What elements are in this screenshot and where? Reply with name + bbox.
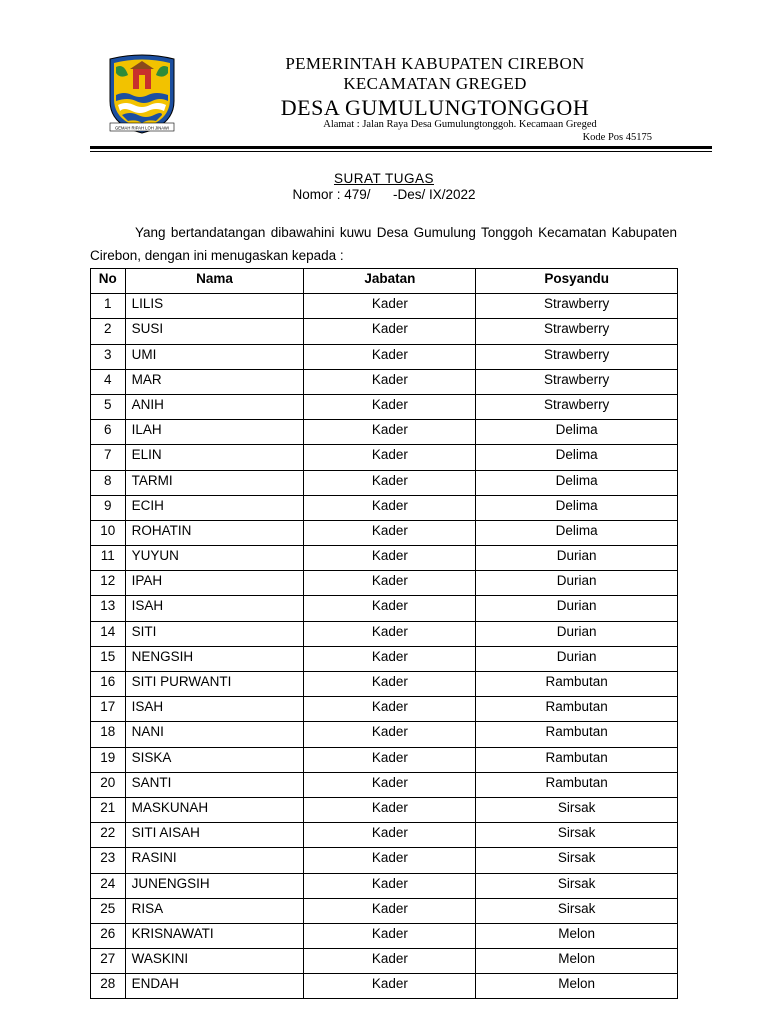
row-nama: SUSI: [125, 319, 304, 344]
row-jabatan: Kader: [304, 394, 476, 419]
row-posyandu: Rambutan: [476, 697, 678, 722]
row-posyandu: Rambutan: [476, 747, 678, 772]
row-nama: ISAH: [125, 697, 304, 722]
row-posyandu: Strawberry: [476, 344, 678, 369]
row-nama: SISKA: [125, 747, 304, 772]
row-posyandu: Sirsak: [476, 823, 678, 848]
row-nama: SANTI: [125, 772, 304, 797]
row-posyandu: Delima: [476, 420, 678, 445]
table-row: [91, 571, 678, 596]
row-jabatan: Kader: [304, 596, 476, 621]
row-number: 22: [91, 823, 126, 848]
table-row: [91, 772, 678, 797]
table-row: [91, 722, 678, 747]
row-nama: RISA: [125, 898, 304, 923]
row-number: 6: [91, 420, 126, 445]
table-row: [91, 369, 678, 394]
row-posyandu: Sirsak: [476, 797, 678, 822]
table-row: [91, 470, 678, 495]
row-number: 10: [91, 520, 126, 545]
row-jabatan: Kader: [304, 949, 476, 974]
row-nama: KRISNAWATI: [125, 923, 304, 948]
row-number: 17: [91, 697, 126, 722]
table-row: [91, 672, 678, 697]
row-number: 14: [91, 621, 126, 646]
row-jabatan: Kader: [304, 621, 476, 646]
row-posyandu: Delima: [476, 520, 678, 545]
regency-emblem-logo: [106, 53, 178, 135]
row-posyandu: Delima: [476, 445, 678, 470]
address-line: Alamat : Jalan Raya Desa Gumulungtonggoh. Kecamaan Greged: [323, 119, 597, 130]
row-posyandu: Melon: [476, 949, 678, 974]
table-row: [91, 697, 678, 722]
row-posyandu: Delima: [476, 495, 678, 520]
row-nama: LILIS: [125, 294, 304, 319]
row-nama: SITI: [125, 621, 304, 646]
postal-code-line: Kode Pos 45175: [582, 132, 652, 143]
table-row: [91, 974, 678, 999]
row-posyandu: Durian: [476, 646, 678, 671]
row-jabatan: Kader: [304, 571, 476, 596]
row-posyandu: Sirsak: [476, 898, 678, 923]
row-jabatan: Kader: [304, 722, 476, 747]
row-number: 9: [91, 495, 126, 520]
table-row: [91, 344, 678, 369]
row-nama: YUYUN: [125, 546, 304, 571]
row-number: 2: [91, 319, 126, 344]
row-jabatan: Kader: [304, 646, 476, 671]
row-nama: NENGSIH: [125, 646, 304, 671]
government-line: PEMERINTAH KABUPATEN CIREBON: [285, 54, 585, 73]
row-posyandu: Strawberry: [476, 394, 678, 419]
row-posyandu: Durian: [476, 596, 678, 621]
row-nama: WASKINI: [125, 949, 304, 974]
table-row: [91, 546, 678, 571]
table-row: [91, 848, 678, 873]
row-number: 13: [91, 596, 126, 621]
row-jabatan: Kader: [304, 974, 476, 999]
header-nama: Nama: [125, 269, 304, 294]
row-jabatan: Kader: [304, 470, 476, 495]
table-row: [91, 923, 678, 948]
document-title: SURAT TUGAS: [333, 171, 435, 186]
table-row: [91, 646, 678, 671]
row-posyandu: Melon: [476, 974, 678, 999]
table-row: [91, 823, 678, 848]
table-row: [91, 873, 678, 898]
row-jabatan: Kader: [304, 344, 476, 369]
table-row: [91, 495, 678, 520]
letterhead-heading: [190, 54, 680, 122]
header-no: No: [91, 269, 126, 294]
row-posyandu: Durian: [476, 546, 678, 571]
assignment-table: [90, 268, 678, 999]
row-nama: TARMI: [125, 470, 304, 495]
row-jabatan: Kader: [304, 369, 476, 394]
table-row: [91, 520, 678, 545]
row-posyandu: Rambutan: [476, 772, 678, 797]
row-jabatan: Kader: [304, 923, 476, 948]
row-number: 1: [91, 294, 126, 319]
row-number: 27: [91, 949, 126, 974]
row-jabatan: Kader: [304, 520, 476, 545]
row-nama: RASINI: [125, 848, 304, 873]
row-number: 28: [91, 974, 126, 999]
table-row: [91, 394, 678, 419]
table-row: [91, 949, 678, 974]
table-header-row: [91, 269, 678, 294]
row-posyandu: Durian: [476, 621, 678, 646]
row-number: 7: [91, 445, 126, 470]
district-line: KECAMATAN GREGED: [343, 74, 527, 93]
row-jabatan: Kader: [304, 546, 476, 571]
row-nama: ROHATIN: [125, 520, 304, 545]
row-nama: NANI: [125, 722, 304, 747]
row-posyandu: Rambutan: [476, 722, 678, 747]
row-number: 26: [91, 923, 126, 948]
row-jabatan: Kader: [304, 319, 476, 344]
row-jabatan: Kader: [304, 772, 476, 797]
row-number: 25: [91, 898, 126, 923]
intro-paragraph: Yang bertandatangan dibawahini kuwu Desa Gumulung Tonggoh Kecamatan Kabupaten Cirebon, dengan ini menugaskan kepada :: [90, 225, 677, 263]
row-nama: SITI AISAH: [125, 823, 304, 848]
row-posyandu: Sirsak: [476, 848, 678, 873]
letterhead-divider-thick: [90, 146, 712, 149]
row-nama: JUNENGSIH: [125, 873, 304, 898]
row-nama: ELIN: [125, 445, 304, 470]
row-posyandu: Melon: [476, 923, 678, 948]
row-nama: ENDAH: [125, 974, 304, 999]
row-posyandu: Strawberry: [476, 294, 678, 319]
table-row: [91, 596, 678, 621]
header-jabatan: Jabatan: [304, 269, 476, 294]
row-nama: ISAH: [125, 596, 304, 621]
row-jabatan: Kader: [304, 697, 476, 722]
row-number: 21: [91, 797, 126, 822]
row-number: 19: [91, 747, 126, 772]
row-nama: MAR: [125, 369, 304, 394]
table-row: [91, 445, 678, 470]
row-jabatan: Kader: [304, 747, 476, 772]
table-row: [91, 747, 678, 772]
row-number: 12: [91, 571, 126, 596]
letterhead-divider-thin: [90, 151, 712, 152]
row-nama: UMI: [125, 344, 304, 369]
row-number: 8: [91, 470, 126, 495]
table-row: [91, 621, 678, 646]
row-nama: ANIH: [125, 394, 304, 419]
row-jabatan: Kader: [304, 672, 476, 697]
row-nama: IPAH: [125, 571, 304, 596]
row-posyandu: Sirsak: [476, 873, 678, 898]
header-posyandu: Posyandu: [476, 269, 678, 294]
row-number: 3: [91, 344, 126, 369]
logo-motto-text: GEMAH RIPAH LOH JINAWI: [115, 125, 169, 131]
table-row: [91, 420, 678, 445]
row-jabatan: Kader: [304, 848, 476, 873]
row-nama: MASKUNAH: [125, 797, 304, 822]
row-posyandu: Delima: [476, 470, 678, 495]
row-nama: SITI PURWANTI: [125, 672, 304, 697]
row-number: 4: [91, 369, 126, 394]
row-jabatan: Kader: [304, 873, 476, 898]
table-row: [91, 294, 678, 319]
row-posyandu: Rambutan: [476, 672, 678, 697]
row-jabatan: Kader: [304, 420, 476, 445]
row-number: 11: [91, 546, 126, 571]
row-number: 5: [91, 394, 126, 419]
row-jabatan: Kader: [304, 294, 476, 319]
row-jabatan: Kader: [304, 898, 476, 923]
row-number: 15: [91, 646, 126, 671]
row-jabatan: Kader: [304, 445, 476, 470]
row-jabatan: Kader: [304, 823, 476, 848]
row-number: 16: [91, 672, 126, 697]
row-posyandu: Strawberry: [476, 369, 678, 394]
table-row: [91, 797, 678, 822]
row-number: 23: [91, 848, 126, 873]
village-line: DESA GUMULUNGTONGGOH: [280, 95, 590, 120]
row-posyandu: Strawberry: [476, 319, 678, 344]
row-jabatan: Kader: [304, 797, 476, 822]
row-number: 20: [91, 772, 126, 797]
row-posyandu: Durian: [476, 571, 678, 596]
row-number: 18: [91, 722, 126, 747]
row-nama: ILAH: [125, 420, 304, 445]
table-row: [91, 898, 678, 923]
row-number: 24: [91, 873, 126, 898]
table-row: [91, 319, 678, 344]
row-jabatan: Kader: [304, 495, 476, 520]
row-nama: ECIH: [125, 495, 304, 520]
document-number: Nomor : 479/ -Des/ IX/2022: [292, 187, 476, 202]
